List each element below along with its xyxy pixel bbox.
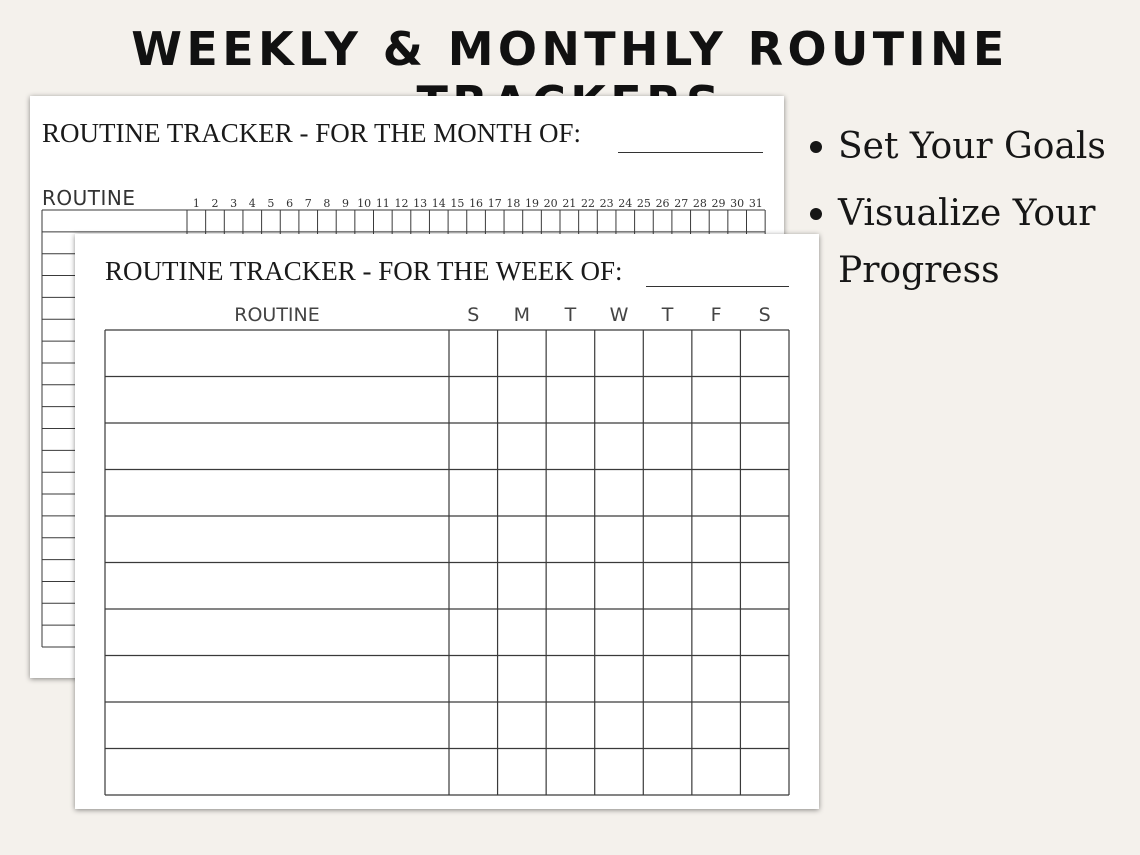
monthly-day-20: 20 xyxy=(543,197,558,210)
monthly-day-21: 21 xyxy=(562,197,577,210)
monthly-day-14: 14 xyxy=(431,197,446,210)
feature-item xyxy=(805,185,1135,299)
weekly-day-header: S xyxy=(758,304,771,326)
monthly-day-30: 30 xyxy=(730,197,745,210)
monthly-day-8: 8 xyxy=(323,197,331,210)
weekly-routine-header: ROUTINE xyxy=(234,304,320,326)
monthly-day-16: 16 xyxy=(469,197,484,210)
monthly-day-22: 22 xyxy=(580,197,595,210)
monthly-day-28: 28 xyxy=(692,197,707,210)
monthly-day-23: 23 xyxy=(599,197,614,210)
monthly-day-15: 15 xyxy=(450,197,465,210)
weekly-day-header: W xyxy=(609,304,629,326)
weekly-day-header: S xyxy=(467,304,480,326)
feature-list xyxy=(805,118,1135,299)
monthly-day-11: 11 xyxy=(375,197,390,210)
monthly-routine-header: ROUTINE xyxy=(42,186,136,210)
page-heading: WEEKLY & MONTHLY ROUTINE xyxy=(131,22,1009,76)
monthly-day-1: 1 xyxy=(192,197,200,210)
monthly-day-18: 18 xyxy=(506,197,521,210)
weekly-tracker-title: ROUTINE TRACKER - FOR THE WEEK OF: xyxy=(105,256,623,286)
weekly-day-header: T xyxy=(564,304,577,326)
monthly-tracker-title: ROUTINE TRACKER - FOR THE MONTH OF: xyxy=(42,118,582,148)
bullet-icon xyxy=(810,208,822,220)
monthly-day-31: 31 xyxy=(748,197,763,210)
monthly-day-19: 19 xyxy=(525,197,539,210)
bullet-icon xyxy=(810,141,822,153)
monthly-day-24: 24 xyxy=(618,197,633,210)
monthly-day-25: 25 xyxy=(636,197,651,210)
monthly-day-3: 3 xyxy=(230,197,238,210)
monthly-day-6: 6 xyxy=(286,197,294,210)
weekly-grid[interactable] xyxy=(75,234,819,809)
monthly-day-5: 5 xyxy=(267,197,275,210)
monthly-day-10: 10 xyxy=(357,197,372,210)
monthly-day-17: 17 xyxy=(487,197,502,210)
monthly-day-12: 12 xyxy=(394,197,409,210)
monthly-day-27: 27 xyxy=(674,197,689,210)
feature-text: Set Your Goals xyxy=(838,126,1106,167)
feature-item xyxy=(805,118,1135,175)
monthly-day-26: 26 xyxy=(655,197,670,210)
monthly-day-9: 9 xyxy=(342,197,349,210)
monthly-day-4: 4 xyxy=(248,197,256,210)
monthly-day-13: 13 xyxy=(413,197,428,210)
monthly-day-2: 2 xyxy=(211,197,219,210)
feature-text: Visualize Your Progress xyxy=(838,193,1096,291)
weekly-day-header: F xyxy=(710,304,722,326)
monthly-day-7: 7 xyxy=(304,197,312,210)
weekly-tracker-sheet xyxy=(75,234,819,809)
weekly-day-header: M xyxy=(513,304,531,326)
weekly-day-header: T xyxy=(661,304,674,326)
monthly-day-29: 29 xyxy=(711,197,726,210)
